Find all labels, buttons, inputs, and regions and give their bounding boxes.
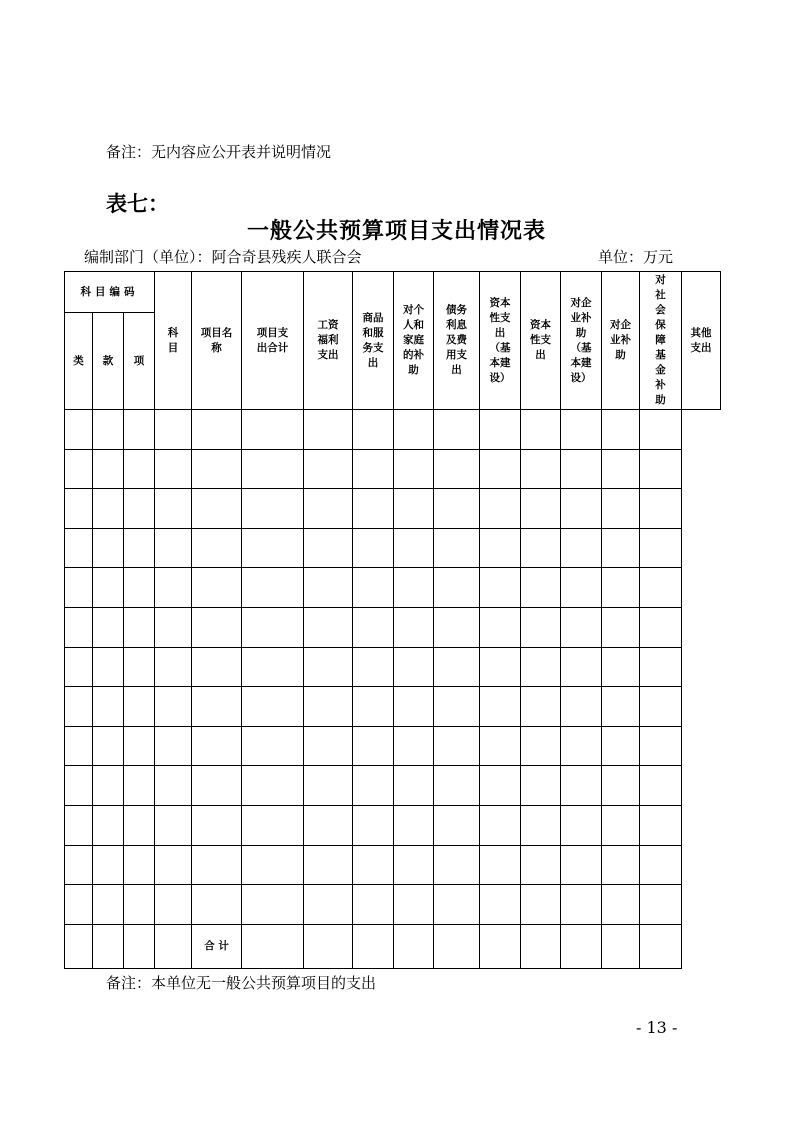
table-cell [353, 607, 394, 647]
table-cell [480, 766, 521, 806]
table-cell [93, 528, 124, 568]
table-cell [561, 687, 602, 727]
table-cell [93, 449, 124, 489]
table-cell [561, 489, 602, 529]
table-cell [561, 766, 602, 806]
table-cell [434, 528, 480, 568]
header-xiang: 项 [124, 313, 155, 410]
header-enterprise-construction: 对企业补助（基本建设） [561, 272, 602, 410]
unit-line: 单位：万元 [598, 248, 674, 266]
table-cell [434, 568, 480, 608]
table-cell [242, 410, 304, 450]
table-row [65, 410, 721, 450]
table-cell [192, 410, 242, 450]
header-enterprise-subsidy: 对企业补助 [602, 272, 640, 410]
table-cell [93, 885, 124, 925]
table-cell [394, 489, 434, 529]
table-cell [602, 885, 640, 925]
table-cell [155, 647, 192, 687]
header-capital: 资本性支出 [521, 272, 561, 410]
table-row [65, 489, 721, 529]
table-cell [93, 766, 124, 806]
table-cell [192, 449, 242, 489]
table-cell [394, 607, 434, 647]
table-cell [192, 885, 242, 925]
table-cell [242, 687, 304, 727]
table-cell [124, 449, 155, 489]
table-cell [434, 726, 480, 766]
table-cell [602, 568, 640, 608]
table-cell [561, 726, 602, 766]
header-subject-code: 科目编码 [65, 272, 155, 313]
table-cell [304, 885, 353, 925]
table-cell [353, 845, 394, 885]
table-cell [521, 726, 561, 766]
table-cell [521, 568, 561, 608]
table-cell [640, 726, 682, 766]
header-lei: 类 [65, 313, 93, 410]
table-cell [561, 885, 602, 925]
table-cell [192, 726, 242, 766]
table-cell [155, 766, 192, 806]
table-cell [124, 766, 155, 806]
table-cell [65, 568, 93, 608]
table-cell [521, 805, 561, 845]
table-row [65, 647, 721, 687]
table-cell [561, 845, 602, 885]
table-row [65, 726, 721, 766]
table-cell [394, 410, 434, 450]
budget-table [64, 271, 721, 969]
table-cell [602, 449, 640, 489]
table-cell [394, 805, 434, 845]
table-cell [242, 805, 304, 845]
table-cell [521, 528, 561, 568]
table-cell [561, 528, 602, 568]
table-cell [192, 607, 242, 647]
table-cell [353, 805, 394, 845]
table-cell [480, 845, 521, 885]
table-cell [394, 885, 434, 925]
table-cell [434, 449, 480, 489]
table-cell [155, 726, 192, 766]
table-cell [65, 489, 93, 529]
table-row [65, 885, 721, 925]
table-cell [602, 410, 640, 450]
table-cell [353, 489, 394, 529]
header-kemu: 科目 [155, 272, 192, 410]
table-cell [602, 805, 640, 845]
table-cell [93, 607, 124, 647]
total-row [65, 924, 721, 968]
table-cell [304, 805, 353, 845]
table-cell [561, 647, 602, 687]
table-cell [242, 449, 304, 489]
table-cell [93, 647, 124, 687]
table-cell [480, 607, 521, 647]
table-cell [353, 885, 394, 925]
footnote: 备注：本单位无一般公共预算项目的支出 [106, 974, 377, 992]
table-cell [242, 766, 304, 806]
table-cell [640, 647, 682, 687]
header-social-security: 对社会保障基金补助 [640, 272, 682, 410]
table-cell [480, 489, 521, 529]
table-cell [65, 885, 93, 925]
table-cell [155, 607, 192, 647]
table-cell [480, 410, 521, 450]
table-cell [304, 766, 353, 806]
table-cell [65, 528, 93, 568]
table-cell [480, 449, 521, 489]
table-cell [640, 489, 682, 529]
table-cell [353, 647, 394, 687]
table-cell [640, 528, 682, 568]
table-cell [155, 410, 192, 450]
table-row [65, 766, 721, 806]
table-cell [65, 845, 93, 885]
table-row [65, 607, 721, 647]
table-cell [602, 647, 640, 687]
table-cell [394, 449, 434, 489]
table-cell [480, 568, 521, 608]
table-cell [93, 410, 124, 450]
table-cell [640, 607, 682, 647]
table-cell [93, 687, 124, 727]
table-row [65, 568, 721, 608]
table-cell [304, 647, 353, 687]
table-cell [242, 885, 304, 925]
table-cell [521, 885, 561, 925]
table-cell [155, 805, 192, 845]
table-cell [304, 845, 353, 885]
table-cell [192, 805, 242, 845]
table-cell [521, 449, 561, 489]
table-row [65, 528, 721, 568]
table-cell [434, 885, 480, 925]
table-cell [602, 687, 640, 727]
table-cell [602, 726, 640, 766]
table-cell [65, 766, 93, 806]
department-line: 编制部门（单位）：阿合奇县残疾人联合会 [84, 248, 362, 266]
table-cell [242, 568, 304, 608]
table-cell [434, 410, 480, 450]
table-row [65, 449, 721, 489]
table-cell [480, 726, 521, 766]
table-cell [434, 687, 480, 727]
table-cell [304, 687, 353, 727]
table-cell [304, 607, 353, 647]
table-cell [394, 726, 434, 766]
header-household-subsidy: 对个人和家庭的补助 [394, 272, 434, 410]
table-cell [353, 528, 394, 568]
table-cell [242, 489, 304, 529]
table-cell [124, 845, 155, 885]
table-cell [242, 647, 304, 687]
table-cell [124, 410, 155, 450]
table-cell [353, 726, 394, 766]
table-cell [65, 726, 93, 766]
table-cell [65, 607, 93, 647]
table-cell [65, 805, 93, 845]
table-cell [640, 568, 682, 608]
table-cell [304, 568, 353, 608]
table-row [65, 845, 721, 885]
table-cell [434, 845, 480, 885]
table-cell [65, 410, 93, 450]
table-cell [124, 687, 155, 727]
table-cell [394, 845, 434, 885]
table-label: 表七： [106, 192, 169, 216]
table-cell [124, 568, 155, 608]
table-cell [353, 449, 394, 489]
table-cell [93, 845, 124, 885]
table-cell [521, 687, 561, 727]
table-cell [124, 607, 155, 647]
table-cell [394, 528, 434, 568]
table-cell [640, 885, 682, 925]
table-cell [394, 687, 434, 727]
table-cell [521, 607, 561, 647]
table-cell [124, 726, 155, 766]
header-other: 其他支出 [682, 272, 721, 410]
table-cell [602, 845, 640, 885]
table-cell [242, 845, 304, 885]
header-kuan: 款 [93, 313, 124, 410]
table-cell [640, 687, 682, 727]
table-cell [434, 805, 480, 845]
table-cell [124, 805, 155, 845]
table-cell [192, 766, 242, 806]
table-cell [561, 805, 602, 845]
table-cell [640, 845, 682, 885]
table-cell [124, 489, 155, 529]
table-cell [521, 410, 561, 450]
table-cell [155, 568, 192, 608]
table-cell [242, 726, 304, 766]
table-cell [353, 410, 394, 450]
table-cell [124, 647, 155, 687]
table-cell [561, 607, 602, 647]
table-cell [93, 568, 124, 608]
table-body [65, 410, 721, 925]
table-cell [480, 647, 521, 687]
table-cell [521, 489, 561, 529]
table-cell [394, 766, 434, 806]
table-cell [93, 726, 124, 766]
table-cell [434, 766, 480, 806]
table-cell [521, 766, 561, 806]
table-cell [155, 687, 192, 727]
table-cell [353, 568, 394, 608]
table-cell [353, 766, 394, 806]
table-cell [242, 607, 304, 647]
table-cell [155, 845, 192, 885]
table-cell [602, 766, 640, 806]
table-cell [480, 528, 521, 568]
table-cell [65, 687, 93, 727]
table-cell [192, 489, 242, 529]
table-cell [93, 805, 124, 845]
table-cell [640, 410, 682, 450]
table-cell [124, 885, 155, 925]
table-cell [155, 528, 192, 568]
table-cell [480, 885, 521, 925]
table-cell [65, 647, 93, 687]
table-cell [304, 449, 353, 489]
table-cell [304, 726, 353, 766]
table-cell [561, 568, 602, 608]
header-wages: 工资福利支出 [304, 272, 353, 410]
table-cell [353, 687, 394, 727]
table-cell [93, 489, 124, 529]
table-cell [640, 449, 682, 489]
table-cell [521, 647, 561, 687]
table-cell [640, 766, 682, 806]
table-cell [394, 647, 434, 687]
page-number: - 13 - [636, 1018, 678, 1037]
header-project-total: 项目支出合计 [242, 272, 304, 410]
table-cell [602, 489, 640, 529]
top-note: 备注：无内容应公开表并说明情况 [106, 143, 332, 161]
table-cell [242, 528, 304, 568]
table-cell [602, 528, 640, 568]
table-cell [561, 449, 602, 489]
table-cell [304, 528, 353, 568]
table-cell [192, 568, 242, 608]
table-cell [394, 568, 434, 608]
table-cell [602, 607, 640, 647]
table-cell [434, 489, 480, 529]
header-capital-construction: 资本性支出（基本建设） [480, 272, 521, 410]
table-cell [640, 805, 682, 845]
table-title: 一般公共预算项目支出情况表 [246, 219, 546, 244]
table-cell [192, 647, 242, 687]
table-cell [304, 410, 353, 450]
table-cell [480, 805, 521, 845]
table-cell [434, 647, 480, 687]
header-debt-interest: 债务利息及费用支出 [434, 272, 480, 410]
table-cell [65, 449, 93, 489]
table-cell [480, 687, 521, 727]
table-row [65, 805, 721, 845]
table-cell [192, 845, 242, 885]
total-label: 合 计 [192, 924, 242, 968]
table-cell [155, 489, 192, 529]
table-cell [155, 449, 192, 489]
table-cell [561, 410, 602, 450]
table-cell [521, 845, 561, 885]
table-cell [124, 528, 155, 568]
table-cell [155, 885, 192, 925]
table-cell [304, 489, 353, 529]
header-goods-services: 商品和服务支出 [353, 272, 394, 410]
table-cell [192, 528, 242, 568]
table-row [65, 687, 721, 727]
header-project-name: 项目名称 [192, 272, 242, 410]
table-cell [192, 687, 242, 727]
table-cell [434, 607, 480, 647]
